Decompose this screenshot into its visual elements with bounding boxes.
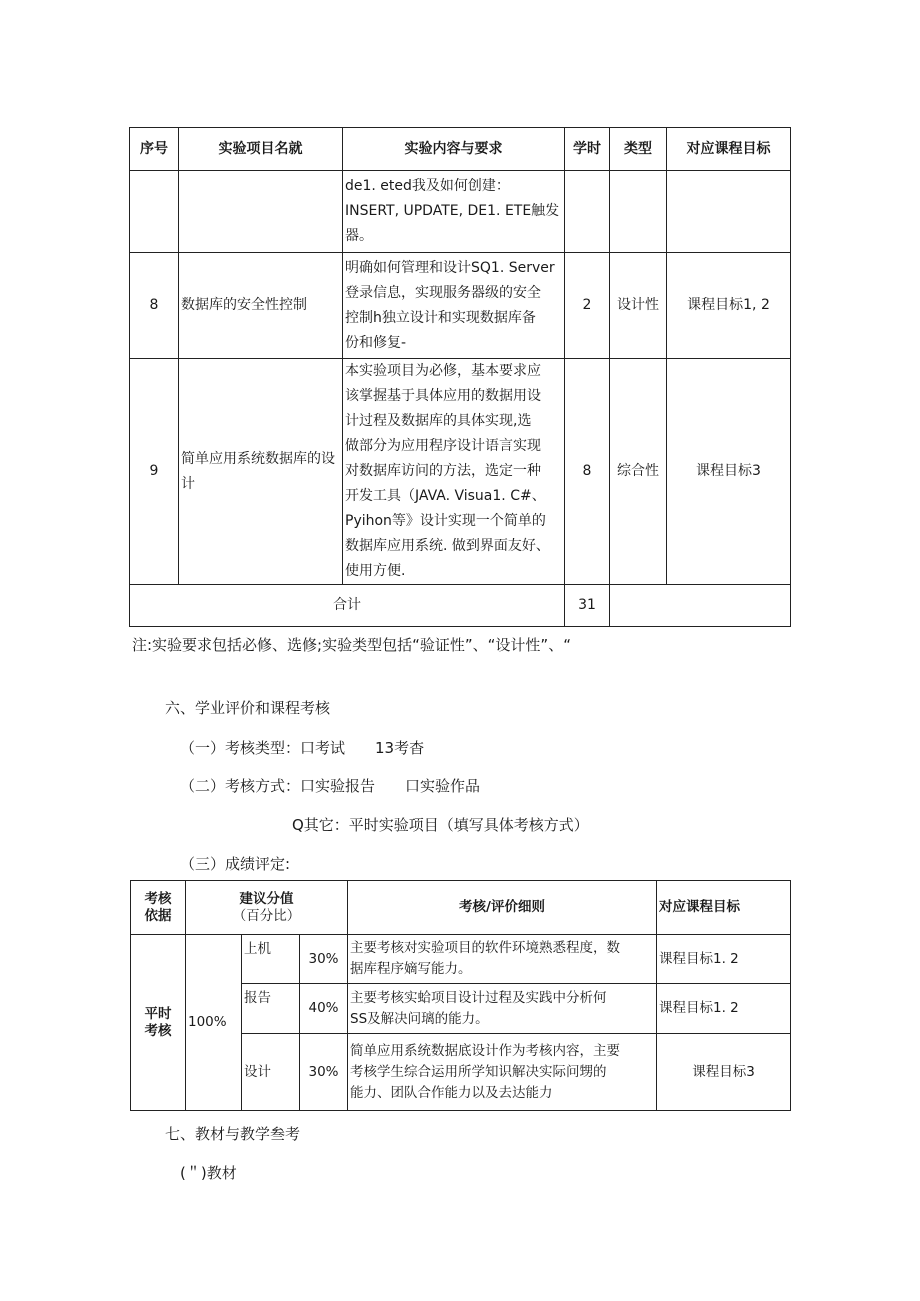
col-header-name: 实验项目名就 [179, 128, 343, 171]
cell-hours: 8 [565, 359, 610, 585]
cell-pct: 40% [300, 984, 348, 1034]
col-header-score: 建议分值 （百分比） [186, 881, 348, 935]
content-line: INSERT, UPDATE, DE1. ETE触发器。 [345, 203, 560, 244]
section6-title: 六、学业评价和课程考核 [165, 699, 331, 717]
total-empty [610, 585, 791, 627]
content-line: 份和修复- [345, 334, 407, 351]
cell-no: 8 [130, 253, 179, 359]
section7-title: 七、教材与教学叁考 [165, 1125, 301, 1143]
cell-detail: 主要考核对实验项目的软件环境熟悉程度，数 据库程序嫡写能力。 [348, 935, 657, 984]
col-header-goal: 对应课程目标 [657, 881, 791, 935]
content-line: 明确如何管理和设计SQ1. Server [345, 259, 555, 276]
content-line: 计过程及数据库的具体实现,选 [345, 413, 532, 429]
cell-name [179, 171, 343, 253]
cell-item: 报告 [242, 984, 300, 1034]
cell-content [343, 359, 565, 585]
total-hours: 31 [565, 585, 610, 627]
cell-detail: 简单应用系统数据底设计作为考核内容，主要 考核学生综合运用所学知识解决实际问甥的 能力、团队合作能力以及去达能力 [348, 1034, 657, 1111]
col-header-no: 序号 [130, 128, 179, 171]
assessment-method: （二）考核方式：口实验报告 口实验作品 [180, 777, 481, 795]
content-line: 控制h独立设计和实现数据库备 [345, 309, 536, 326]
cell-type: 综合性 [610, 359, 667, 585]
cell-hours: 2 [565, 253, 610, 359]
content-line: 做部分为应用程序设计语言实现 [345, 438, 541, 454]
col-header-goal: 对应课程目标 [667, 128, 791, 171]
cell-pct: 30% [300, 935, 348, 984]
textbook-heading: (＂)教材 [180, 1164, 237, 1182]
cell-goal [667, 171, 791, 253]
content-line: 登录信息，实现服务器级的安全 [345, 284, 541, 301]
cell-name: 简单应用系统数据库的设计 [179, 359, 343, 585]
cell-goal: 课程目标3 [657, 1034, 791, 1111]
col-header-content: 实验内容与要求 [343, 128, 565, 171]
cell-no: 9 [130, 359, 179, 585]
cell-no [130, 171, 179, 253]
cell-pct: 30% [300, 1034, 348, 1111]
cell-goal: 课程目标1. 2 [657, 984, 791, 1034]
cell-content [343, 171, 565, 253]
cell-item: 设计 [242, 1034, 300, 1111]
table-row [130, 171, 791, 253]
grade-evaluation-title: （三）成绩评定: [180, 855, 291, 873]
col-header-hours: 学时 [565, 128, 610, 171]
cell-goal: 课程目标3 [667, 359, 791, 585]
cell-type [610, 171, 667, 253]
content-line: 本实验项目为必修，基本要求应 [345, 363, 541, 379]
table-row [130, 253, 791, 359]
cell-total-pct: 100% [186, 935, 242, 1111]
cell-name: 数据库的安全性控制 [179, 253, 343, 359]
table-row [130, 359, 791, 585]
assessment-type: （一）考核类型：口考试 13考杳 [180, 739, 425, 757]
table-note: 注:实验要求包括必修、选修;实验类型包括“验证性”、“设计性”、“ [132, 636, 571, 654]
cell-goal: 课程目标1, 2 [667, 253, 791, 359]
col-header-detail: 考核/评价细则 [348, 881, 657, 935]
table-row [131, 935, 791, 984]
cell-hours [565, 171, 610, 253]
content-line: 数据库应用系统. 做到界面友好、 [345, 538, 550, 554]
content-line: 该掌握基于具体应用的数据用设 [345, 388, 541, 404]
content-line: 对数据库访问的方法，选定一种 [345, 463, 541, 479]
cell-detail: 主要考核实蛤项目设计过程及实践中分析何 SS及解决问璃的能力。 [348, 984, 657, 1034]
cell-type: 设计性 [610, 253, 667, 359]
content-line: 开发工具（JAVA. Visua1. C#、 [345, 488, 546, 504]
content-line: de1. eted我及如何创建： [345, 178, 510, 194]
total-row [130, 585, 791, 627]
content-line: 使用方便. [345, 563, 406, 579]
assessment-method-other: Q其它：平时实验项目（填写具体考核方式） [292, 816, 589, 834]
table-header-row [131, 881, 791, 935]
total-label: 合计 [130, 585, 565, 627]
cell-item: 上机 [242, 935, 300, 984]
grading-table [130, 880, 791, 1111]
cell-goal: 课程目标1. 2 [657, 935, 791, 984]
table-header-row [130, 128, 791, 171]
cell-content [343, 253, 565, 359]
content-line: Pyihon等》设计实现一个简单的 [345, 513, 546, 529]
col-header-type: 类型 [610, 128, 667, 171]
cell-basis: 平时 考核 [131, 935, 186, 1111]
col-header-basis: 考核 依据 [131, 881, 186, 935]
experiment-table [129, 127, 791, 627]
